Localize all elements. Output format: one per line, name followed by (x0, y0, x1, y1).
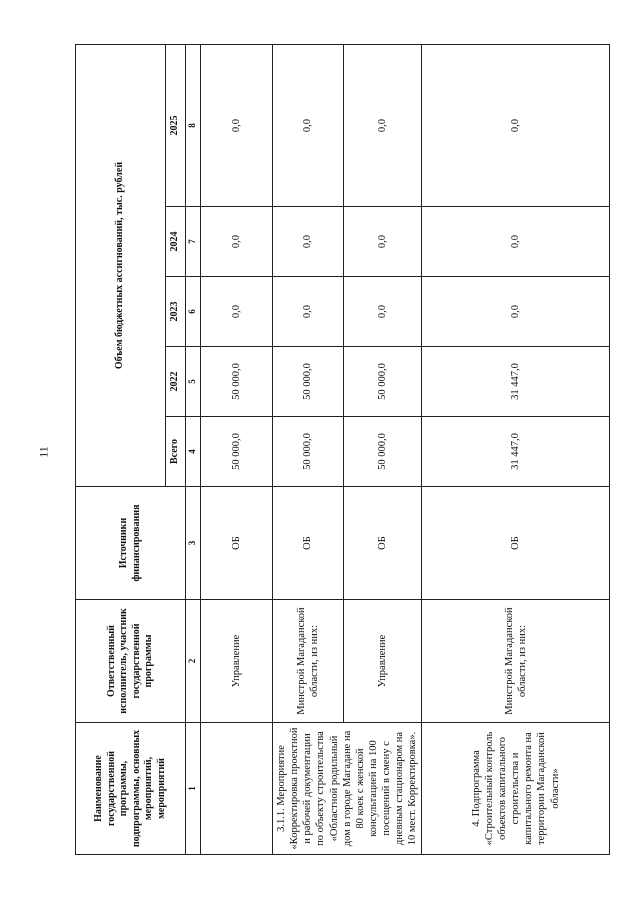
row-name: 3.1.1. Мероприятие «Корректировка проектной и рабочей документации по объекту строительства «Областной родильный дом в городе Магадане на 80 коек с женской консультацией на 100 посещений в смену с дневным стационаром на 10 мест. Корректировка». (273, 723, 422, 855)
row-value: 0,0 (343, 207, 422, 277)
table-row (422, 44, 610, 854)
header-name: Наименование государственной программы, подпрограммы, основных мероприятий, мероприятий (76, 723, 186, 855)
table-row (201, 44, 273, 854)
row-value: 0,0 (422, 207, 610, 277)
row-value: 0,0 (201, 277, 273, 347)
column-number: 7 (186, 207, 201, 277)
header-year-2025: 2025 (166, 44, 186, 206)
row-executor: Управление (343, 600, 422, 723)
row-value: 31 447,0 (422, 417, 610, 487)
row-executor: Минстрой Магаданской области, из них: (422, 600, 610, 723)
budget-table (75, 44, 610, 855)
row-name: 4. Подпрограмма «Строительный контроль объектов капитального строительства и капитального ремонта на территории Магаданской области» (422, 723, 610, 855)
row-value: 0,0 (422, 277, 610, 347)
row-value: 50 000,0 (343, 417, 422, 487)
row-source: ОБ (343, 487, 422, 600)
row-executor: Минстрой Магаданской области, из них: (273, 600, 344, 723)
column-number: 8 (186, 44, 201, 206)
column-number: 4 (186, 417, 201, 487)
budget-table-container (75, 45, 610, 855)
table-row (273, 44, 344, 854)
row-value: 50 000,0 (273, 417, 344, 487)
header-year-2023: 2023 (166, 277, 186, 347)
column-number: 1 (186, 723, 201, 855)
row-value: 0,0 (201, 207, 273, 277)
row-value: 0,0 (273, 277, 344, 347)
header-volume: Объем бюджетных ассигнований, тыс. рублей (76, 44, 166, 486)
row-value: 50 000,0 (201, 347, 273, 417)
row-value: 0,0 (201, 44, 273, 206)
header-source: Источники финансирования (76, 487, 186, 600)
row-value: 0,0 (422, 44, 610, 206)
row-value: 0,0 (273, 44, 344, 206)
row-source: ОБ (273, 487, 344, 600)
header-year-total: Всего (166, 417, 186, 487)
row-executor: Управление (201, 600, 273, 723)
row-value: 31 447,0 (422, 347, 610, 417)
row-value: 0,0 (273, 207, 344, 277)
row-value: 50 000,0 (201, 417, 273, 487)
column-number: 5 (186, 347, 201, 417)
header-year-2022: 2022 (166, 347, 186, 417)
header-year-2024: 2024 (166, 207, 186, 277)
column-number: 2 (186, 600, 201, 723)
row-source: ОБ (422, 487, 610, 600)
row-value: 50 000,0 (343, 347, 422, 417)
row-value: 50 000,0 (273, 347, 344, 417)
row-value: 0,0 (343, 277, 422, 347)
column-number: 6 (186, 277, 201, 347)
page-number: 11 (36, 446, 51, 458)
row-name (201, 723, 273, 855)
row-source: ОБ (201, 487, 273, 600)
row-value: 0,0 (343, 44, 422, 206)
header-executor: Ответственный исполнитель, участник государственной программы (76, 600, 186, 723)
column-number: 3 (186, 487, 201, 600)
